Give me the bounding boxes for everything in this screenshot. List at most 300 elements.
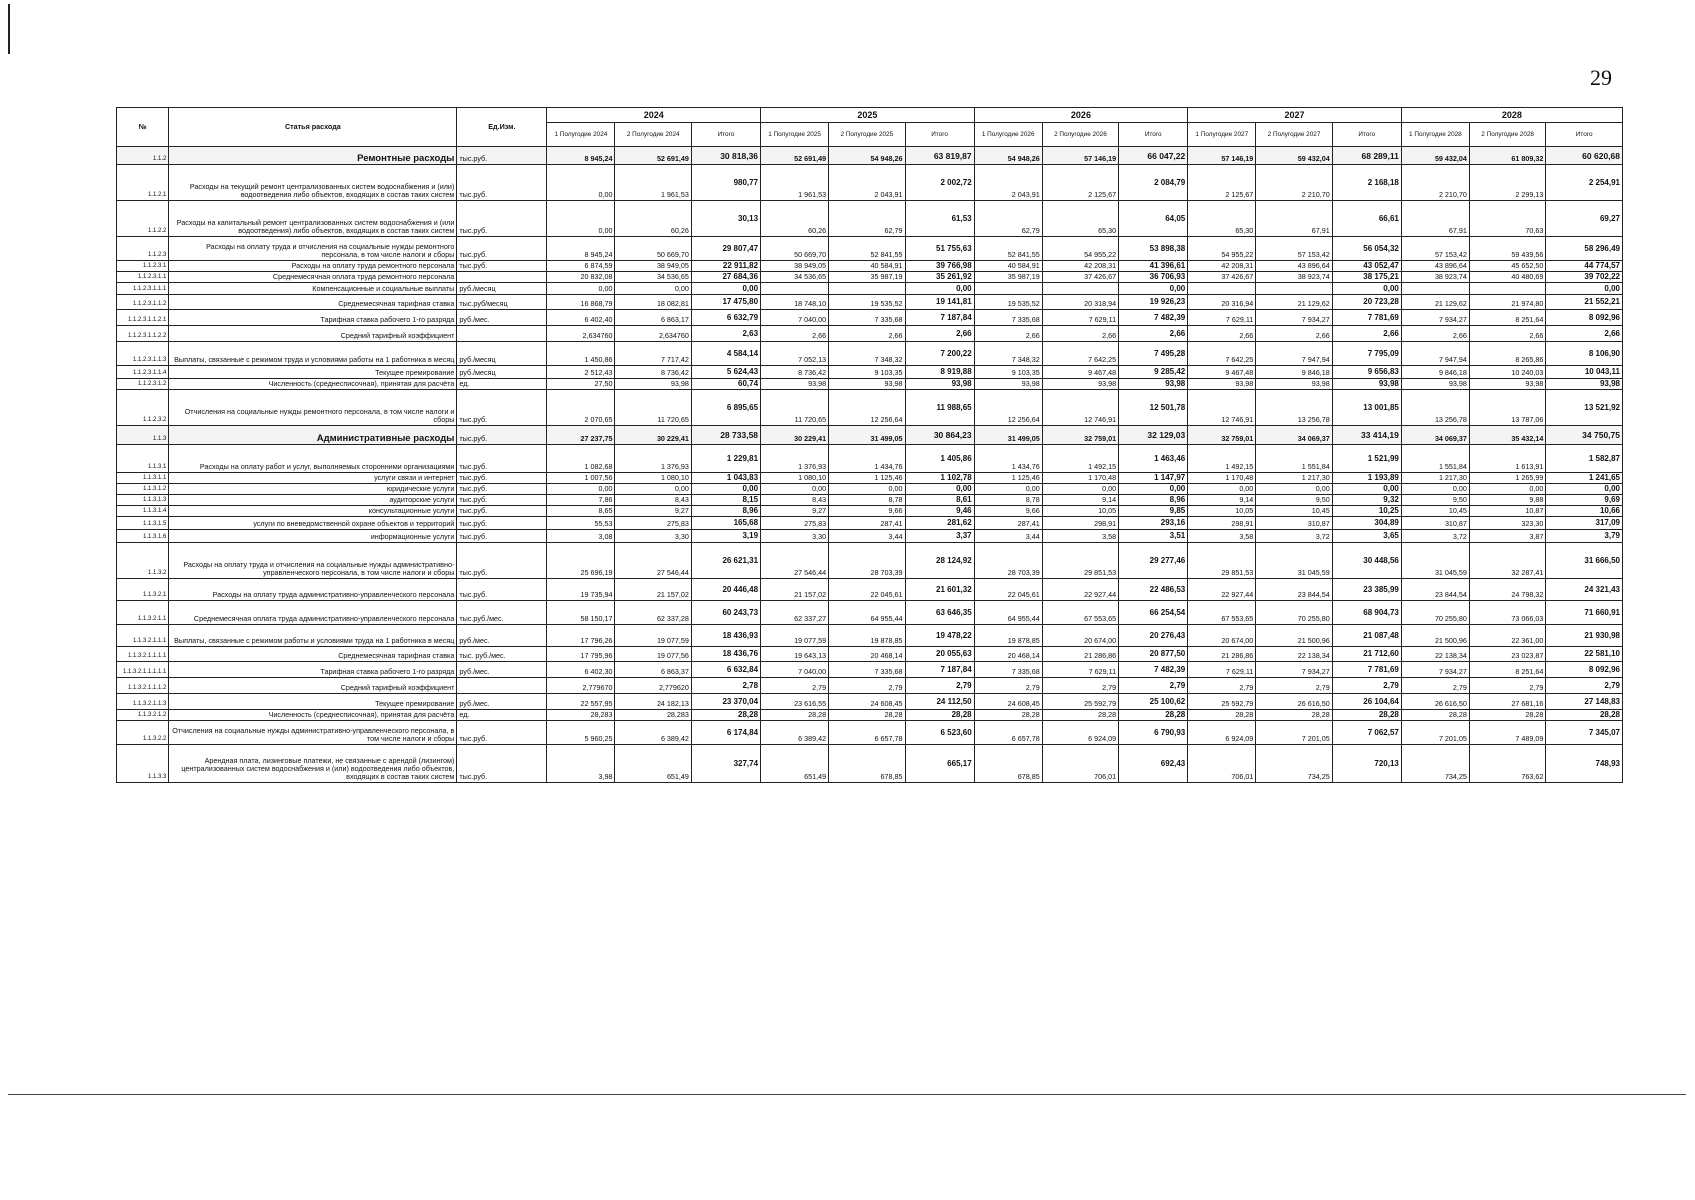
cell-h1-2026: 7 335,68 xyxy=(974,310,1042,326)
cell-total-2026: 53 898,38 xyxy=(1119,237,1188,261)
cell-h1-2027: 9,14 xyxy=(1188,495,1256,506)
cell-h1-2028: 23 844,54 xyxy=(1401,579,1469,601)
cell-total-2025: 51 755,63 xyxy=(905,237,974,261)
cell-total-2027: 7 781,69 xyxy=(1332,310,1401,326)
table-row xyxy=(117,366,1623,379)
row-expense-name: информационные услуги xyxy=(169,530,457,543)
cell-h1-2028: 2 210,70 xyxy=(1401,165,1469,201)
cell-h2-2028: 10 240,03 xyxy=(1469,366,1545,379)
table-row xyxy=(117,342,1623,366)
cell-total-2027: 68 289,11 xyxy=(1332,147,1401,165)
cell-h2-2027: 2,66 xyxy=(1256,326,1332,342)
cell-h2-2026: 21 286,86 xyxy=(1042,647,1118,662)
cell-h2-2026: 65,30 xyxy=(1042,201,1118,237)
cell-h2-2024: 28,283 xyxy=(615,710,691,721)
cell-total-2025: 7 187,84 xyxy=(905,662,974,678)
cell-h2-2024: 8,43 xyxy=(615,495,691,506)
cell-h1-2024: 6 402,30 xyxy=(547,662,615,678)
cell-total-2028: 60 620,68 xyxy=(1546,147,1623,165)
cell-total-2024: 27 684,36 xyxy=(691,272,760,283)
cell-h2-2025: 0,00 xyxy=(829,484,905,495)
cell-h2-2026: 2 125,67 xyxy=(1042,165,1118,201)
cell-h2-2027: 67,91 xyxy=(1256,201,1332,237)
cell-h1-2025: 9,27 xyxy=(761,506,829,517)
cell-h2-2024: 9,27 xyxy=(615,506,691,517)
cell-h2-2026: 2,66 xyxy=(1042,326,1118,342)
cell-total-2024: 18 436,76 xyxy=(691,647,760,662)
cell-h2-2025: 93,98 xyxy=(829,379,905,390)
cell-h2-2026: 12 746,91 xyxy=(1042,390,1118,426)
cell-h2-2025: 8,78 xyxy=(829,495,905,506)
cell-total-2025: 2 002,72 xyxy=(905,165,974,201)
cell-h1-2028: 31 045,59 xyxy=(1401,543,1469,579)
cell-h2-2028: 13 787,06 xyxy=(1469,390,1545,426)
cell-h1-2027: 93,98 xyxy=(1188,379,1256,390)
cell-h2-2026: 67 553,65 xyxy=(1042,601,1118,625)
cell-total-2028: 0,00 xyxy=(1546,484,1623,495)
header-total-2024: Итого xyxy=(691,123,760,147)
cell-h1-2024: 17 795,96 xyxy=(547,647,615,662)
cell-h1-2028: 21 500,96 xyxy=(1401,625,1469,647)
table-row xyxy=(117,601,1623,625)
cell-h2-2024: 27 546,44 xyxy=(615,543,691,579)
cell-h1-2025: 8,43 xyxy=(761,495,829,506)
row-expense-name: консультационные услуги xyxy=(169,506,457,517)
cell-total-2025: 28,28 xyxy=(905,710,974,721)
cell-h2-2026: 2,79 xyxy=(1042,678,1118,694)
cell-total-2027: 21 087,48 xyxy=(1332,625,1401,647)
cell-h1-2025: 18 748,10 xyxy=(761,295,829,310)
cell-h2-2026: 706,01 xyxy=(1042,745,1118,783)
cell-h2-2026: 7 629,11 xyxy=(1042,662,1118,678)
cell-h1-2027: 54 955,22 xyxy=(1188,237,1256,261)
cell-h1-2024: 2 070,65 xyxy=(547,390,615,426)
expense-table xyxy=(116,107,1623,783)
cell-h2-2025: 28 703,39 xyxy=(829,543,905,579)
cell-h2-2028: 8 251,64 xyxy=(1469,310,1545,326)
cell-total-2028: 27 148,83 xyxy=(1546,694,1623,710)
cell-total-2025: 0,00 xyxy=(905,484,974,495)
row-expense-name: Текущее премирование xyxy=(169,694,457,710)
cell-total-2024: 8,96 xyxy=(691,506,760,517)
cell-total-2025: 7 187,84 xyxy=(905,310,974,326)
cell-h2-2026: 22 927,44 xyxy=(1042,579,1118,601)
cell-h1-2025: 7 052,13 xyxy=(761,342,829,366)
cell-h2-2027: 7 947,94 xyxy=(1256,342,1332,366)
cell-h2-2027: 7 934,27 xyxy=(1256,662,1332,678)
cell-total-2027: 2,79 xyxy=(1332,678,1401,694)
header-expense-item: Статья расхода xyxy=(169,108,457,147)
cell-h2-2024: 0,00 xyxy=(615,484,691,495)
row-expense-name: Расходы на текущий ремонт централизованных систем водоснабжения и (или) водоотведения либо объектов, входящих в состав таких систем xyxy=(169,165,457,201)
cell-total-2025: 63 646,35 xyxy=(905,601,974,625)
cell-total-2028: 748,93 xyxy=(1546,745,1623,783)
cell-total-2027: 66,61 xyxy=(1332,201,1401,237)
cell-total-2028: 8 092,96 xyxy=(1546,662,1623,678)
header-h2-2025: 2 Полугодие 2025 xyxy=(829,123,905,147)
cell-total-2025: 21 601,32 xyxy=(905,579,974,601)
cell-h1-2025: 19 077,59 xyxy=(761,625,829,647)
cell-total-2026: 25 100,62 xyxy=(1119,694,1188,710)
row-unit xyxy=(457,272,547,283)
row-unit: тыс.руб. xyxy=(457,201,547,237)
cell-h1-2027: 1 492,15 xyxy=(1188,445,1256,473)
cell-total-2027: 68 904,73 xyxy=(1332,601,1401,625)
row-expense-name: Средний тарифный коэффициент xyxy=(169,678,457,694)
cell-total-2024: 26 621,31 xyxy=(691,543,760,579)
cell-h1-2024: 20 832,08 xyxy=(547,272,615,283)
cell-h2-2026: 57 146,19 xyxy=(1042,147,1118,165)
table-row xyxy=(117,237,1623,261)
cell-h2-2028: 35 432,14 xyxy=(1469,426,1545,445)
cell-h2-2028: 21 974,80 xyxy=(1469,295,1545,310)
row-code: 1.1.3.2.1.1.1 xyxy=(117,625,169,647)
cell-total-2026: 36 706,93 xyxy=(1119,272,1188,283)
row-code: 1.1.2.3.1.1 xyxy=(117,272,169,283)
cell-h1-2026: 93,98 xyxy=(974,379,1042,390)
cell-h1-2024: 1 450,86 xyxy=(547,342,615,366)
cell-total-2024: 8,15 xyxy=(691,495,760,506)
row-code: 1.1.3 xyxy=(117,426,169,445)
cell-h2-2024: 8 736,42 xyxy=(615,366,691,379)
cell-h1-2024: 5 960,25 xyxy=(547,721,615,745)
cell-h1-2027 xyxy=(1188,283,1256,295)
cell-h1-2025: 2,79 xyxy=(761,678,829,694)
cell-total-2026: 28,28 xyxy=(1119,710,1188,721)
row-unit: тыс.руб./мес. xyxy=(457,601,547,625)
cell-h1-2025: 21 157,02 xyxy=(761,579,829,601)
cell-h2-2025: 9 103,35 xyxy=(829,366,905,379)
cell-total-2028: 69,27 xyxy=(1546,201,1623,237)
cell-h2-2027: 26 616,50 xyxy=(1256,694,1332,710)
cell-h1-2028: 2,66 xyxy=(1401,326,1469,342)
cell-total-2028: 34 750,75 xyxy=(1546,426,1623,445)
cell-h1-2028: 70 255,80 xyxy=(1401,601,1469,625)
cell-h2-2024: 19 077,59 xyxy=(615,625,691,647)
cell-h1-2027: 1 170,48 xyxy=(1188,473,1256,484)
cell-h2-2026: 29 851,53 xyxy=(1042,543,1118,579)
row-unit: тыс.руб. xyxy=(457,237,547,261)
cell-total-2027: 33 414,19 xyxy=(1332,426,1401,445)
cell-h2-2027: 23 844,54 xyxy=(1256,579,1332,601)
cell-h1-2026: 22 045,61 xyxy=(974,579,1042,601)
cell-h1-2025: 52 691,49 xyxy=(761,147,829,165)
cell-h2-2027: 13 256,78 xyxy=(1256,390,1332,426)
cell-h1-2025: 11 720,65 xyxy=(761,390,829,426)
cell-h2-2025: 40 584,91 xyxy=(829,261,905,272)
cell-h2-2024: 93,98 xyxy=(615,379,691,390)
cell-h1-2027: 10,05 xyxy=(1188,506,1256,517)
cell-h2-2026: 3,58 xyxy=(1042,530,1118,543)
cell-total-2027: 43 052,47 xyxy=(1332,261,1401,272)
cell-h2-2027: 34 069,37 xyxy=(1256,426,1332,445)
cell-h2-2026: 0,00 xyxy=(1042,484,1118,495)
cell-h2-2024: 6 863,37 xyxy=(615,662,691,678)
cell-h1-2026 xyxy=(974,283,1042,295)
cell-h2-2027: 7 201,05 xyxy=(1256,721,1332,745)
scan-edge-mark xyxy=(8,4,10,54)
table-row xyxy=(117,326,1623,342)
table-header xyxy=(117,108,1623,147)
cell-h1-2025: 8 736,42 xyxy=(761,366,829,379)
cell-h1-2025: 93,98 xyxy=(761,379,829,390)
cell-total-2028: 28,28 xyxy=(1546,710,1623,721)
cell-h2-2028: 32 287,41 xyxy=(1469,543,1545,579)
cell-h1-2024: 25 696,19 xyxy=(547,543,615,579)
row-unit: тыс.руб. xyxy=(457,165,547,201)
row-expense-name: Выплаты, связанные с режимом труда и условиями работы на 1 работника в месяц xyxy=(169,342,457,366)
row-unit: тыс.руб. xyxy=(457,721,547,745)
cell-total-2026: 1 147,97 xyxy=(1119,473,1188,484)
cell-h2-2027: 57 153,42 xyxy=(1256,237,1332,261)
cell-total-2024: 22 911,82 xyxy=(691,261,760,272)
cell-h1-2026: 19 535,52 xyxy=(974,295,1042,310)
cell-h1-2026: 31 499,05 xyxy=(974,426,1042,445)
cell-h1-2024: 7,86 xyxy=(547,495,615,506)
cell-h1-2027: 2,66 xyxy=(1188,326,1256,342)
cell-h2-2028: 3,87 xyxy=(1469,530,1545,543)
cell-h1-2027: 20 316,94 xyxy=(1188,295,1256,310)
cell-total-2027: 21 712,60 xyxy=(1332,647,1401,662)
cell-h2-2028: 10,87 xyxy=(1469,506,1545,517)
cell-h2-2025: 7 348,32 xyxy=(829,342,905,366)
cell-h2-2026: 7 629,11 xyxy=(1042,310,1118,326)
cell-total-2025: 665,17 xyxy=(905,745,974,783)
cell-h1-2027: 706,01 xyxy=(1188,745,1256,783)
cell-total-2025: 19 141,81 xyxy=(905,295,974,310)
cell-h1-2028: 7 934,27 xyxy=(1401,662,1469,678)
cell-h1-2028: 13 256,78 xyxy=(1401,390,1469,426)
cell-h2-2027: 9 846,18 xyxy=(1256,366,1332,379)
row-code: 1.1.2.3.1.1.2.1 xyxy=(117,310,169,326)
header-total-2028: Итого xyxy=(1546,123,1623,147)
cell-total-2027: 26 104,64 xyxy=(1332,694,1401,710)
cell-h2-2025: 64 955,44 xyxy=(829,601,905,625)
cell-h2-2026: 9,14 xyxy=(1042,495,1118,506)
cell-total-2026: 22 486,53 xyxy=(1119,579,1188,601)
cell-h1-2027: 21 286,86 xyxy=(1188,647,1256,662)
cell-h1-2024: 17 796,26 xyxy=(547,625,615,647)
row-expense-name: услуги по вневедомственной охране объектов и территорий xyxy=(169,517,457,530)
table-row xyxy=(117,261,1623,272)
cell-total-2024: 30,13 xyxy=(691,201,760,237)
cell-h1-2024: 16 868,79 xyxy=(547,295,615,310)
page-number: 29 xyxy=(1590,65,1612,90)
cell-h1-2026: 28 703,39 xyxy=(974,543,1042,579)
cell-total-2024: 30 818,36 xyxy=(691,147,760,165)
cell-total-2028: 58 296,49 xyxy=(1546,237,1623,261)
cell-h1-2025: 23 616,55 xyxy=(761,694,829,710)
cell-h1-2024: 8 945,24 xyxy=(547,147,615,165)
cell-total-2028: 0,00 xyxy=(1546,283,1623,295)
cell-h1-2024: 55,53 xyxy=(547,517,615,530)
cell-h1-2026: 64 955,44 xyxy=(974,601,1042,625)
cell-h2-2027: 70 255,80 xyxy=(1256,601,1332,625)
row-expense-name: Арендная плата, лизинговые платежи, не связанные с арендой (лизингом) централизованных систем водоснабжения и (или) водоотведения либо объектов, входящих в состав таких систем xyxy=(169,745,457,783)
row-unit: руб./месяц xyxy=(457,283,547,295)
cell-h1-2026: 1 125,46 xyxy=(974,473,1042,484)
cell-total-2025: 281,62 xyxy=(905,517,974,530)
cell-h1-2024: 1 007,56 xyxy=(547,473,615,484)
row-unit: тыс.руб. xyxy=(457,506,547,517)
cell-total-2025: 28 124,92 xyxy=(905,543,974,579)
cell-h2-2027: 10,45 xyxy=(1256,506,1332,517)
cell-total-2028: 7 345,07 xyxy=(1546,721,1623,745)
row-code: 1.1.3.2.1 xyxy=(117,579,169,601)
cell-h2-2024: 50 669,70 xyxy=(615,237,691,261)
row-unit: руб./месяц xyxy=(457,366,547,379)
row-unit: ед. xyxy=(457,379,547,390)
table-row xyxy=(117,625,1623,647)
cell-h1-2027: 3,58 xyxy=(1188,530,1256,543)
cell-total-2027: 23 385,99 xyxy=(1332,579,1401,601)
cell-h2-2025: 2 043,91 xyxy=(829,165,905,201)
cell-h2-2024: 21 157,02 xyxy=(615,579,691,601)
cell-total-2024: 0,00 xyxy=(691,283,760,295)
cell-h1-2025: 2,66 xyxy=(761,326,829,342)
cell-total-2026: 9 285,42 xyxy=(1119,366,1188,379)
cell-h2-2027: 1 551,84 xyxy=(1256,445,1332,473)
cell-h1-2025: 1 961,53 xyxy=(761,165,829,201)
cell-h2-2027: 2,79 xyxy=(1256,678,1332,694)
cell-h1-2028: 9,50 xyxy=(1401,495,1469,506)
cell-h2-2028: 27 681,16 xyxy=(1469,694,1545,710)
cell-total-2027: 1 521,99 xyxy=(1332,445,1401,473)
cell-total-2024: 28 733,58 xyxy=(691,426,760,445)
cell-h2-2027: 28,28 xyxy=(1256,710,1332,721)
header-year-2025: 2025 xyxy=(761,108,975,123)
cell-h1-2028: 310,87 xyxy=(1401,517,1469,530)
cell-h2-2025: 31 499,05 xyxy=(829,426,905,445)
cell-h2-2025: 19 535,52 xyxy=(829,295,905,310)
cell-h2-2025: 6 657,78 xyxy=(829,721,905,745)
cell-h2-2028: 1 613,91 xyxy=(1469,445,1545,473)
cell-h1-2025: 7 040,00 xyxy=(761,662,829,678)
cell-h1-2028: 38 923,74 xyxy=(1401,272,1469,283)
cell-total-2028: 10 043,11 xyxy=(1546,366,1623,379)
cell-total-2027: 720,13 xyxy=(1332,745,1401,783)
table-row xyxy=(117,272,1623,283)
cell-total-2026: 64,05 xyxy=(1119,201,1188,237)
cell-h2-2027: 9,50 xyxy=(1256,495,1332,506)
cell-h2-2028: 8 265,86 xyxy=(1469,342,1545,366)
cell-h2-2024: 1 961,53 xyxy=(615,165,691,201)
table-row xyxy=(117,165,1623,201)
cell-h1-2028: 1 217,30 xyxy=(1401,473,1469,484)
cell-h1-2027: 29 851,53 xyxy=(1188,543,1256,579)
cell-h2-2026: 28,28 xyxy=(1042,710,1118,721)
cell-h1-2025 xyxy=(761,283,829,295)
row-expense-name: Численность (среднесписочная), принятая для расчёта xyxy=(169,379,457,390)
cell-h2-2024: 62 337,28 xyxy=(615,601,691,625)
cell-h1-2024: 0,00 xyxy=(547,283,615,295)
cell-h1-2025: 27 546,44 xyxy=(761,543,829,579)
table-row xyxy=(117,694,1623,710)
cell-total-2024: 1 043,83 xyxy=(691,473,760,484)
cell-h2-2027: 93,98 xyxy=(1256,379,1332,390)
cell-total-2024: 980,77 xyxy=(691,165,760,201)
cell-h2-2024: 19 077,56 xyxy=(615,647,691,662)
row-unit: руб./мес. xyxy=(457,310,547,326)
cell-h1-2027: 65,30 xyxy=(1188,201,1256,237)
cell-total-2028: 8 106,90 xyxy=(1546,342,1623,366)
cell-total-2027: 7 795,09 xyxy=(1332,342,1401,366)
cell-h2-2024: 651,49 xyxy=(615,745,691,783)
row-code: 1.1.3.2.2 xyxy=(117,721,169,745)
cell-h1-2026: 6 657,78 xyxy=(974,721,1042,745)
row-unit: тыс.руб. xyxy=(457,473,547,484)
header-h1-2026: 1 Полугодие 2026 xyxy=(974,123,1042,147)
row-unit: ед. xyxy=(457,710,547,721)
cell-h1-2028: 7 201,05 xyxy=(1401,721,1469,745)
row-code: 1.1.2.3.1.1.2 xyxy=(117,295,169,310)
cell-h1-2027: 7 629,11 xyxy=(1188,310,1256,326)
cell-h2-2026: 10,05 xyxy=(1042,506,1118,517)
cell-h2-2024: 2,779620 xyxy=(615,678,691,694)
row-code: 1.1.3.1 xyxy=(117,445,169,473)
cell-h2-2028: 2,79 xyxy=(1469,678,1545,694)
table-row xyxy=(117,310,1623,326)
cell-total-2026: 692,43 xyxy=(1119,745,1188,783)
cell-h1-2026: 35 987,19 xyxy=(974,272,1042,283)
cell-h2-2024: 52 691,49 xyxy=(615,147,691,165)
cell-total-2028: 21 552,21 xyxy=(1546,295,1623,310)
cell-h1-2026: 678,85 xyxy=(974,745,1042,783)
cell-h1-2028: 21 129,62 xyxy=(1401,295,1469,310)
cell-h2-2027: 31 045,59 xyxy=(1256,543,1332,579)
table-row xyxy=(117,147,1623,165)
row-expense-name: Компенсационные и социальные выплаты xyxy=(169,283,457,295)
cell-h2-2026: 6 924,09 xyxy=(1042,721,1118,745)
cell-h2-2028: 73 066,03 xyxy=(1469,601,1545,625)
cell-total-2025: 20 055,63 xyxy=(905,647,974,662)
cell-total-2025: 11 988,65 xyxy=(905,390,974,426)
row-code: 1.1.2.3.1 xyxy=(117,261,169,272)
row-unit: тыс.руб. xyxy=(457,517,547,530)
row-code: 1.1.2.3.1.1.2.2 xyxy=(117,326,169,342)
row-expense-name: Расходы на оплату работ и услуг, выполняемых сторонними организациями xyxy=(169,445,457,473)
cell-h2-2024: 275,83 xyxy=(615,517,691,530)
cell-h2-2026: 32 759,01 xyxy=(1042,426,1118,445)
cell-h1-2026: 52 841,55 xyxy=(974,237,1042,261)
cell-total-2026: 0,00 xyxy=(1119,484,1188,495)
cell-h2-2025 xyxy=(829,283,905,295)
cell-h2-2025: 62,79 xyxy=(829,201,905,237)
cell-total-2028: 44 774,57 xyxy=(1546,261,1623,272)
cell-h1-2024: 8 945,24 xyxy=(547,237,615,261)
cell-h2-2025: 9,66 xyxy=(829,506,905,517)
cell-total-2027: 2,66 xyxy=(1332,326,1401,342)
cell-h1-2026: 62,79 xyxy=(974,201,1042,237)
header-year-2028: 2028 xyxy=(1401,108,1622,123)
table-row xyxy=(117,426,1623,445)
cell-total-2028: 31 666,50 xyxy=(1546,543,1623,579)
cell-total-2028: 9,69 xyxy=(1546,495,1623,506)
cell-h1-2024: 6 402,40 xyxy=(547,310,615,326)
cell-h1-2027: 67 553,65 xyxy=(1188,601,1256,625)
cell-h2-2024: 30 229,41 xyxy=(615,426,691,445)
table-row xyxy=(117,517,1623,530)
cell-h2-2024: 6 863,17 xyxy=(615,310,691,326)
cell-h2-2025: 7 335,68 xyxy=(829,662,905,678)
cell-total-2025: 61,53 xyxy=(905,201,974,237)
cell-h2-2028: 45 652,50 xyxy=(1469,261,1545,272)
table-row xyxy=(117,506,1623,517)
cell-h2-2028: 93,98 xyxy=(1469,379,1545,390)
cell-h2-2027: 3,72 xyxy=(1256,530,1332,543)
cell-h1-2026: 12 256,64 xyxy=(974,390,1042,426)
row-unit: тыс.руб. xyxy=(457,543,547,579)
